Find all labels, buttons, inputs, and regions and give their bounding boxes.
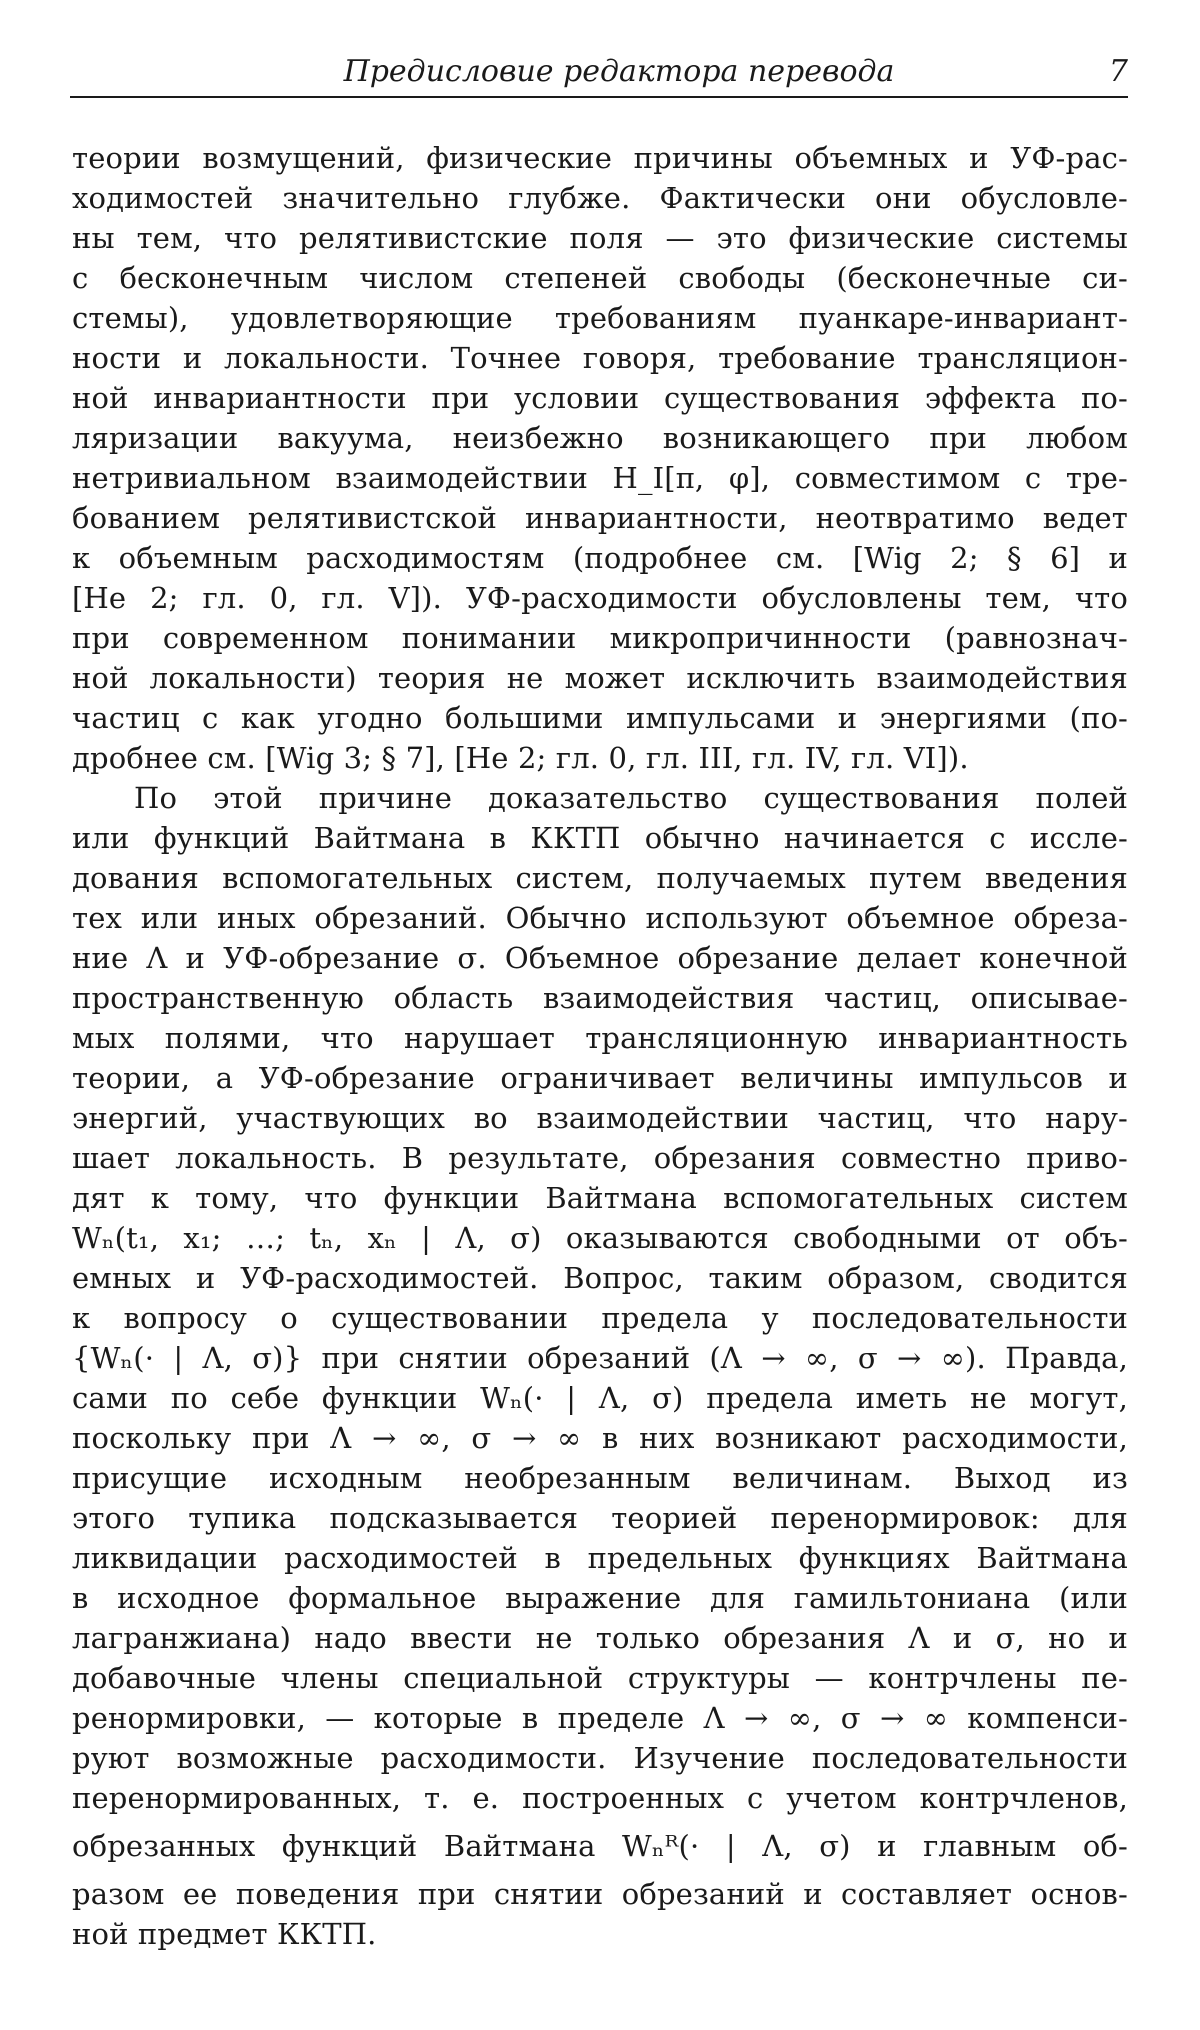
text-line: руют возможные расходимости. Изучение последовательности [72,1741,1128,1775]
text-line: По этой причине доказательство существования полей [134,781,1128,815]
text-line: или функций Вайтмана в ККТП обычно начинается с иссле- [72,821,1128,855]
text-line: {Wₙ(· | Λ, σ)} при снятии обрезаний (Λ → ∞, σ → ∞). Правда, [72,1341,1128,1375]
text-line: Wₙ(t₁, x₁; …; tₙ, xₙ | Λ, σ) оказываются свободными от объ- [72,1221,1128,1255]
text-line: ляризации вакуума, неизбежно возникающего при любом [72,421,1128,455]
text-line: энергий, участвующих во взаимодействии частиц, что нару- [72,1101,1128,1135]
text-line: теории, а УФ-обрезание ограничивает величины импульсов и [72,1061,1128,1095]
text-line: лагранжиана) надо ввести не только обрезания Λ и σ, но и [72,1621,1128,1655]
text-line: перенормированных, т. е. построенных с учетом контрчленов, [72,1781,1128,1815]
text-line: поскольку при Λ → ∞, σ → ∞ в них возникают расходимости, [72,1421,1128,1455]
text-line: при современном понимании микропричинности (равнознач- [72,621,1128,655]
text-line: к объемным расходимостям (подробнее см. [Wig 2; § 6] и [72,541,1128,575]
text-line: мых полями, что нарушает трансляционную инвариантность [72,1021,1128,1055]
text-line: стемы), удовлетворяющие требованиям пуанкаре-инвариант- [72,301,1128,335]
text-line: с бесконечным числом степеней свободы (бесконечные си- [72,261,1128,295]
text-line: тех или иных обрезаний. Обычно используют объемное обреза- [72,901,1128,935]
text-line: дят к тому, что функции Вайтмана вспомогательных систем [72,1181,1128,1215]
text-line: шает локальность. В результате, обрезания совместно приво- [72,1141,1128,1175]
text-line: теории возмущений, физические причины объемных и УФ-рас- [72,141,1128,175]
text-line: присущие исходным необрезанным величинам. Выход из [72,1461,1128,1495]
text-line: ходимостей значительно глубже. Фактически они обусловле- [72,181,1128,215]
text-body [72,138,1128,1954]
text-line: ренормировки, — которые в пределе Λ → ∞, σ → ∞ компенси- [72,1701,1128,1735]
text-line: сами по себе функции Wₙ(· | Λ, σ) предела иметь не могут, [72,1381,1128,1415]
text-line: емных и УФ-расходимостей. Вопрос, таким образом, сводится [72,1261,1128,1295]
text-line: обрезанных функций Вайтмана Wₙᴿ(· | Λ, σ) и главным об- [72,1829,1128,1863]
text-line: ности и локальности. Точнее говоря, требование трансляцион- [72,341,1128,375]
running-head [70,52,1128,98]
text-line: добавочные члены специальной структуры — контрчлены пе- [72,1661,1128,1695]
header-rule [70,96,1128,98]
text-line: пространственную область взаимодействия частиц, описывае- [72,981,1128,1015]
text-line: дробнее см. [Wig 3; § 7], [He 2; гл. 0, гл. III, гл. IV, гл. VI]). [72,741,969,775]
text-line: ликвидации расходимостей в предельных функциях Вайтмана [72,1541,1128,1575]
text-line: ной предмет ККТП. [72,1917,377,1951]
text-line: этого тупика подсказывается теорией перенормировок: для [72,1501,1128,1535]
text-line: бованием релятивистской инвариантности, неотвратимо ведет [72,501,1128,535]
text-line: [He 2; гл. 0, гл. V]). УФ-расходимости обусловлены тем, что [72,581,1128,615]
text-line: ной локальности) теория не может исключить взаимодействия [72,661,1128,695]
text-line: в исходное формальное выражение для гамильтониана (или [72,1581,1128,1615]
running-title: Предисловие редактора перевода [343,54,895,89]
text-line: ние Λ и УФ-обрезание σ. Объемное обрезание делает конечной [72,941,1128,975]
text-line: к вопросу о существовании предела у последовательности [72,1301,1128,1335]
text-line: частиц с как угодно большими импульсами и энергиями (по- [72,701,1128,735]
paragraph-2 [72,778,1128,1954]
text-line: ной инвариантности при условии существования эффекта по- [72,381,1128,415]
page-number: 7 [1108,54,1128,89]
paragraph-1 [72,138,1128,778]
text-line: нетривиальном взаимодействии H_I[π, φ], совместимом с тре- [72,461,1128,495]
text-line: разом ее поведения при снятии обрезаний и составляет основ- [72,1877,1128,1911]
text-line: ны тем, что релятивистские поля — это физические системы [72,221,1128,255]
text-line: дования вспомогательных систем, получаемых путем введения [72,861,1128,895]
